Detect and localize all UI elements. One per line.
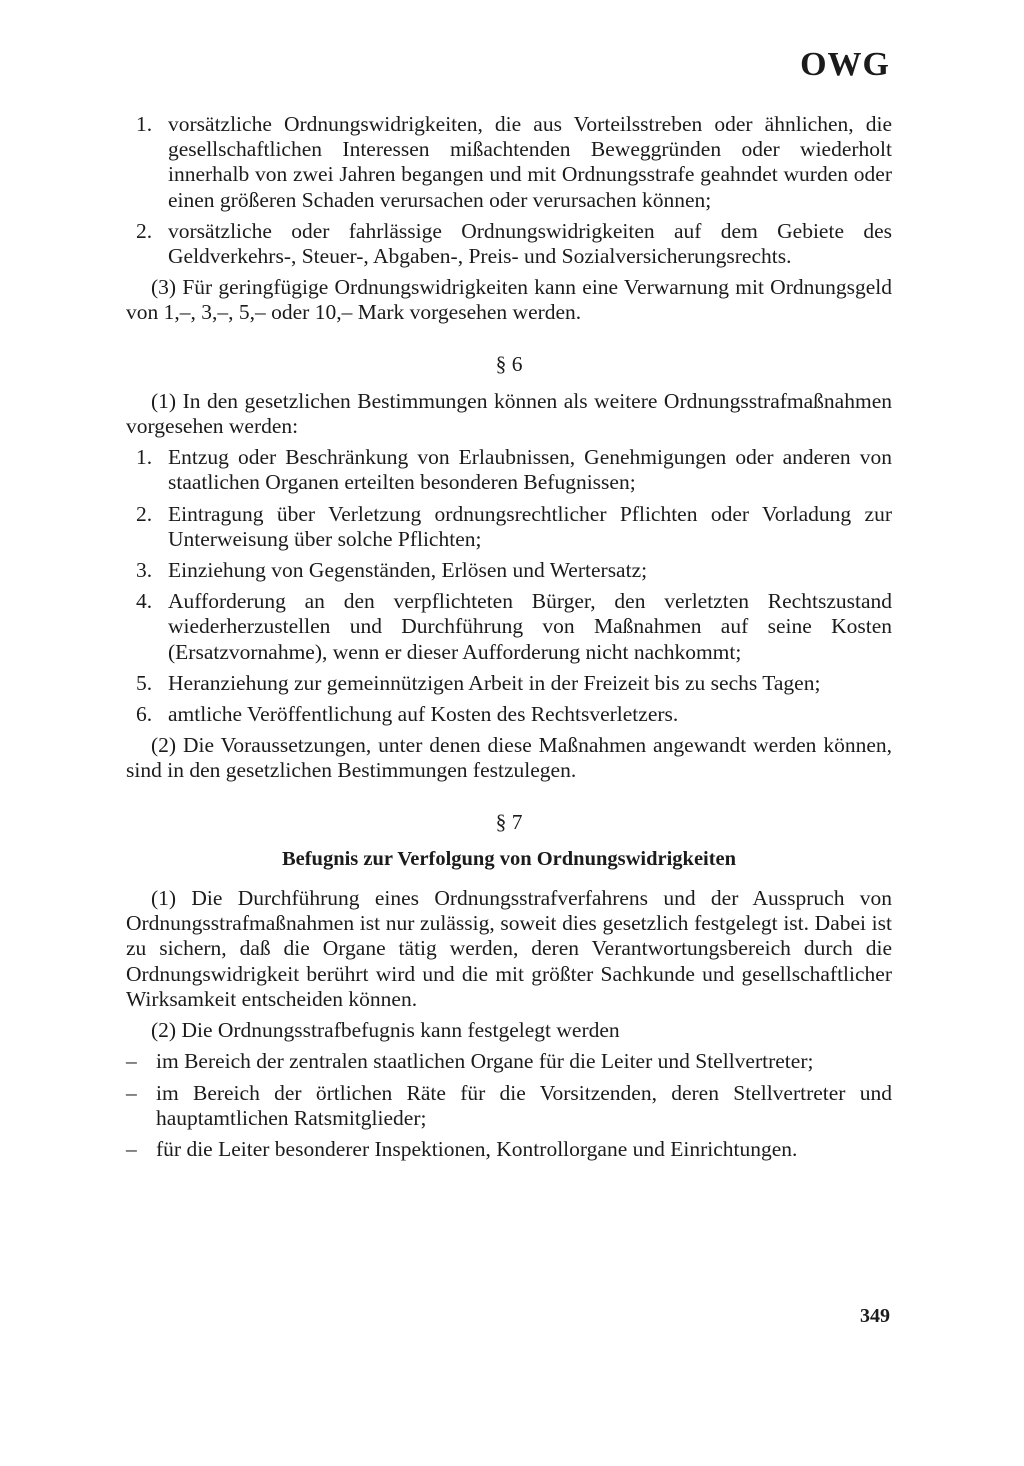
list-item: [126, 558, 892, 583]
page-number: 349: [860, 1305, 890, 1327]
list-item: [126, 589, 892, 665]
item-text: Aufforderung an den verpflichteten Bürger, den verletzten Rechtszustand wiederherzustellen und Durchführung von Maßnahmen auf seine Kosten (Ersatzvornahme), wenn er dieser Aufforderung nicht nachkommt;: [168, 589, 892, 664]
item-number: 2.: [136, 218, 153, 243]
list-item: [126, 112, 892, 213]
list-item: [126, 502, 892, 552]
dash-mark: –: [126, 1136, 137, 1161]
item-text: vorsätzliche oder fahrlässige Ordnungswidrigkeiten auf dem Gebiete des Geldverkehrs-, Steuer-, Abgaben-, Preis- und Sozialversicherungsrechts.: [168, 218, 892, 269]
item-text: amtliche Veröffentlichung auf Kosten des Rechtsverletzers.: [168, 702, 679, 727]
item-text: Eintragung über Verletzung ordnungsrechtlicher Pflichten oder Vorladung zur Unterweisung über solche Pflichten;: [168, 501, 892, 551]
list-item: [126, 671, 892, 696]
list-item: [126, 219, 892, 269]
page-body: [126, 112, 892, 1168]
item-number: 5.: [136, 670, 153, 695]
running-header: OWG: [800, 46, 890, 83]
item-number: 4.: [136, 589, 153, 614]
section-title: § 6: [495, 351, 523, 376]
list-item: [126, 445, 892, 495]
item-text: Entzug oder Beschränkung von Erlaubnissen, Genehmigungen oder anderen von staatlichen Organen erteilten besonderen Befugnissen;: [168, 445, 892, 495]
item-number: 2.: [136, 501, 153, 526]
dash-item: [126, 1049, 892, 1074]
item-text: im Bereich der örtlichen Räte für die Vorsitzenden, deren Stellvertreter und hauptamtlichen Ratsmitglieder;: [156, 1080, 892, 1130]
item-text: Heranziehung zur gemeinnützigen Arbeit in der Freizeit bis zu sechs Tagen;: [168, 670, 821, 695]
item-text: Einziehung von Gegenständen, Erlösen und Wertersatz;: [168, 558, 648, 583]
paragraph: (1) In den gesetzlichen Bestimmungen können als weitere Ordnungsstrafmaßnahmen vorgesehen werden:: [126, 388, 892, 439]
item-text: für die Leiter besonderer Inspektionen, Kontrollorgane und Einrichtungen.: [156, 1136, 798, 1161]
item-text: im Bereich der zentralen staatlichen Organe für die Leiter und Stellvertreter;: [156, 1049, 814, 1074]
item-number: 3.: [136, 558, 153, 583]
item-number: 6.: [136, 702, 153, 727]
item-number: 1.: [136, 445, 153, 470]
dash-mark: –: [126, 1080, 137, 1105]
paragraph: (3) Für geringfügige Ordnungswidrigkeiten kann eine Verwarnung mit Ordnungsgeld von 1,–, 3,–, 5,– oder 10,– Mark vorgesehen werden.: [126, 275, 892, 325]
dash-mark: –: [126, 1049, 137, 1074]
paragraph: (2) Die Ordnungsstrafbefugnis kann festgelegt werden: [151, 1018, 620, 1043]
dash-item: [126, 1137, 892, 1162]
paragraph: (1) Die Durchführung eines Ordnungsstrafverfahrens und der Ausspruch von Ordnungsstrafmaßnahmen ist nur zulässig, soweit dies gesetzlich festgelegt ist. Dabei ist zu sichern, daß die Organe tätig werden, deren Verantwortungsbereich durch die Ordnungswidrigkeit berührt wird und die mit größter Sachkunde und gesellschaftlicher Wirksamkeit entscheiden können.: [126, 886, 892, 1011]
section-heading: Befugnis zur Verfolgung von Ordnungswidrigkeiten: [281, 847, 737, 870]
item-number: 1.: [136, 112, 153, 136]
paragraph: (2) Die Voraussetzungen, unter denen diese Maßnahmen angewandt werden können, sind in den gesetzlichen Bestimmungen festzulegen.: [126, 733, 892, 783]
dash-item: [126, 1081, 892, 1131]
item-text: vorsätzliche Ordnungswidrigkeiten, die aus Vorteilsstreben oder ähnlichen, die gesellschaftlichen Interessen mißachtenden Beweggründen oder wiederholt innerhalb von zwei Jahren begangen und mit Ordnungsstrafe geahndet wurden oder einen größeren Schaden verursachen oder verursachen können;: [168, 112, 892, 212]
list-item: [126, 702, 892, 727]
section-title: § 7: [495, 809, 523, 834]
